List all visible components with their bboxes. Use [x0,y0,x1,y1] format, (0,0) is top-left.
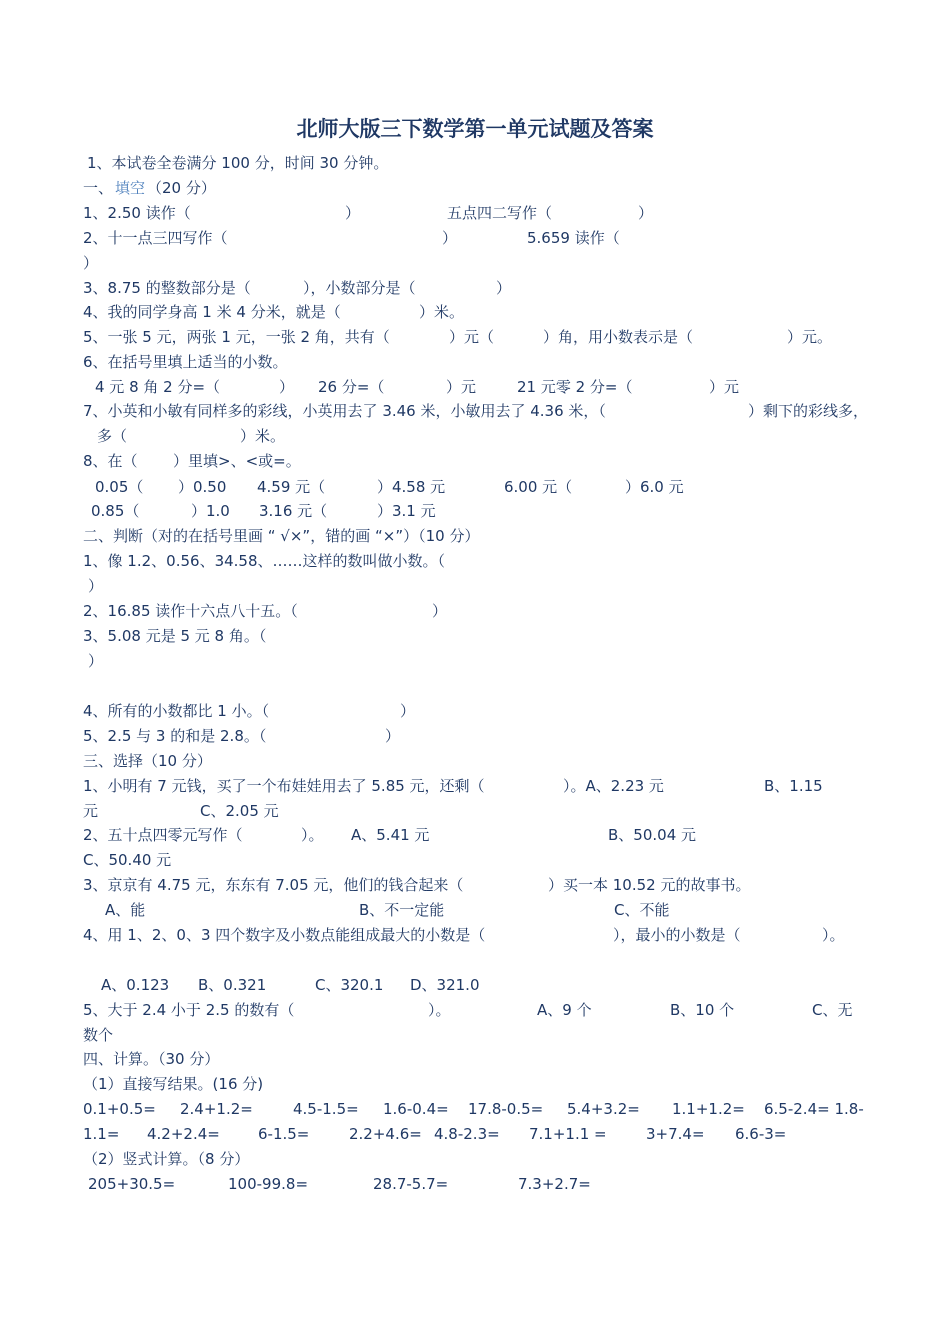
text-segment: 5.659 读作（ [527,229,620,247]
text-segment: 4.2+2.4= [147,1125,220,1143]
text-segment: 8、在（ [83,452,138,470]
text-segment: 填空 [115,179,146,197]
text-segment: C、50.40 元 [83,851,172,869]
text-segment: 三、选择（10 分） [83,752,212,770]
text-segment: 5、2.5 与 3 的和是 2.8。（ [83,727,267,745]
text-segment: ）。A、2.23 元 [563,777,664,795]
text-segment: 0.1+0.5= [83,1100,156,1118]
text-segment: D、321.0 [410,976,480,994]
text-segment: ）角，用小数表示是（ [543,328,694,346]
text-segment: C、不能 [614,901,670,919]
text-segment: 2、16.85 读作十六点八十五。（ [83,602,298,620]
text-segment: ）。 [822,926,845,944]
text-segment: 6.6-3= [735,1125,787,1143]
text-segment: ）买一本 10.52 元的故事书。 [548,876,751,894]
text-segment: ） [88,577,104,595]
text-segment: 多（ [97,427,128,445]
text-segment: ） [345,204,361,222]
text-segment: ） [496,279,512,297]
text-segment: 7.3+2.7= [518,1175,591,1193]
text-segment: C、320.1 [315,976,384,994]
text-segment: ）元。 [787,328,833,346]
text-segment: ）3.1 元 [377,502,436,520]
text-segment: ） [88,652,104,670]
text-segment: 6.5-2.4= 1.8- [764,1100,864,1118]
page-title: 北师大版三下数学第一单元试题及答案 [296,117,654,141]
text-segment: 3.16 元（ [259,502,328,520]
text-segment: 1、2.50 读作（ [83,204,191,222]
text-segment: ）元 [446,378,477,396]
text-segment: ）元（ [449,328,495,346]
text-segment: ）4.58 元 [377,478,446,496]
text-segment: ），小数部分是（ [303,279,416,297]
text-segment: ），最小的小数是（ [613,926,741,944]
text-segment: （20 分） [147,179,216,197]
text-segment: 4.5-1.5= [293,1100,359,1118]
text-segment: 一、 [83,179,114,197]
text-segment: A、9 个 [537,1001,592,1019]
text-segment: 3、京京有 4.75 元，东东有 7.05 元，他们的钱合起来（ [83,876,464,894]
text-segment: 0.05（ [95,478,144,496]
text-segment: 五点四二写作（ [447,204,553,222]
text-segment: 3、8.75 的整数部分是（ [83,279,251,297]
text-segment: ）6.0 元 [625,478,684,496]
text-segment: ）。 [301,826,324,844]
text-segment: 4、所有的小数都比 1 小。（ [83,702,270,720]
text-segment: ）剩下的彩线多， [748,402,869,420]
text-segment: 2、五十点四零元写作（ [83,826,243,844]
text-segment: 二、判断（对的在括号里画 “ √×”，错的画 “×”）（10 分） [83,527,480,545]
text-segment: B、1.15 [764,777,823,795]
text-segment: 5、大于 2.4 小于 2.5 的数有（ [83,1001,295,1019]
text-segment: C、2.05 元 [200,802,279,820]
text-segment: 17.8-0.5= [468,1100,544,1118]
text-segment: 100-99.8= [228,1175,309,1193]
text-segment: 3、5.08 元是 5 元 8 角。（ [83,627,267,645]
text-segment: 7.1+1.1 = [529,1125,607,1143]
text-segment: 0.85（ [91,502,140,520]
text-segment: 1.1= [83,1125,120,1143]
text-segment: ）里填>、<或=。 [173,452,301,470]
text-segment: 1.6-0.4= [383,1100,449,1118]
text-segment: 7、小英和小敏有同样多的彩线，小英用去了 3.46 米，小敏用去了 4.36 米，（ [83,402,606,420]
text-segment: 2.4+1.2= [180,1100,253,1118]
text-segment: ）1.0 [191,502,230,520]
text-segment: ） [400,702,416,720]
text-segment: ） [432,602,448,620]
text-segment: 1、小明有 7 元钱，买了一个布娃娃用去了 5.85 元，还剩（ [83,777,485,795]
text-segment: B、10 个 [670,1001,735,1019]
text-segment: 26 分=（ [318,378,385,396]
text-segment: 5、一张 5 元，两张 1 元，一张 2 角，共有（ [83,328,390,346]
text-segment: C、无 [812,1001,853,1019]
text-segment: 4.8-2.3= [434,1125,500,1143]
text-segment: 3+7.4= [646,1125,705,1143]
text-segment: ） [279,378,295,396]
text-segment: 数个 [83,1026,114,1044]
text-segment: ） [442,229,458,247]
text-segment: （1）直接写结果。(16 分) [83,1075,264,1093]
text-segment: B、0.321 [198,976,267,994]
text-segment: B、不一定能 [359,901,445,919]
text-segment: 21 元零 2 分=（ [517,378,633,396]
text-segment: ）0.50 [178,478,227,496]
text-segment: 6、在括号里填上适当的小数。 [83,353,288,371]
text-segment: 28.7-5.7= [373,1175,449,1193]
text-segment: ）。 [428,1001,451,1019]
text-segment: ）米。 [240,427,286,445]
text-segment: 2、十一点三四写作（ [83,229,228,247]
text-segment: 元 [83,802,99,820]
text-segment: A、5.41 元 [351,826,430,844]
text-segment: ） [83,254,99,272]
text-segment: A、0.123 [101,976,170,994]
text-segment: B、50.04 元 [608,826,697,844]
text-segment: 4.59 元（ [257,478,326,496]
text-segment: 1、本试卷全卷满分 100 分，时间 30 分钟。 [87,154,389,172]
text-segment: （2）竖式计算。（8 分） [83,1150,250,1168]
text-segment: ）元 [709,378,740,396]
text-segment: 2.2+4.6= [349,1125,422,1143]
text-segment: 1.1+1.2= [672,1100,745,1118]
text-segment: 4、我的同学身高 1 米 4 分米，就是（ [83,303,341,321]
text-segment: 1、像 1.2、0.56、34.58、……这样的数叫做小数。（ [83,552,446,570]
text-segment: 4 元 8 角 2 分=（ [95,378,221,396]
text-segment: ） [638,204,654,222]
text-segment: 4、用 1、2、0、3 四个数字及小数点能组成最大的小数是（ [83,926,486,944]
text-segment: ）米。 [419,303,465,321]
text-segment: 四、计算。（30 分） [83,1050,220,1068]
text-segment: 205+30.5= [88,1175,176,1193]
text-segment: A、能 [105,901,146,919]
text-segment: 5.4+3.2= [567,1100,640,1118]
text-segment: 6-1.5= [258,1125,310,1143]
text-segment: 6.00 元（ [504,478,573,496]
text-segment: ） [385,727,401,745]
